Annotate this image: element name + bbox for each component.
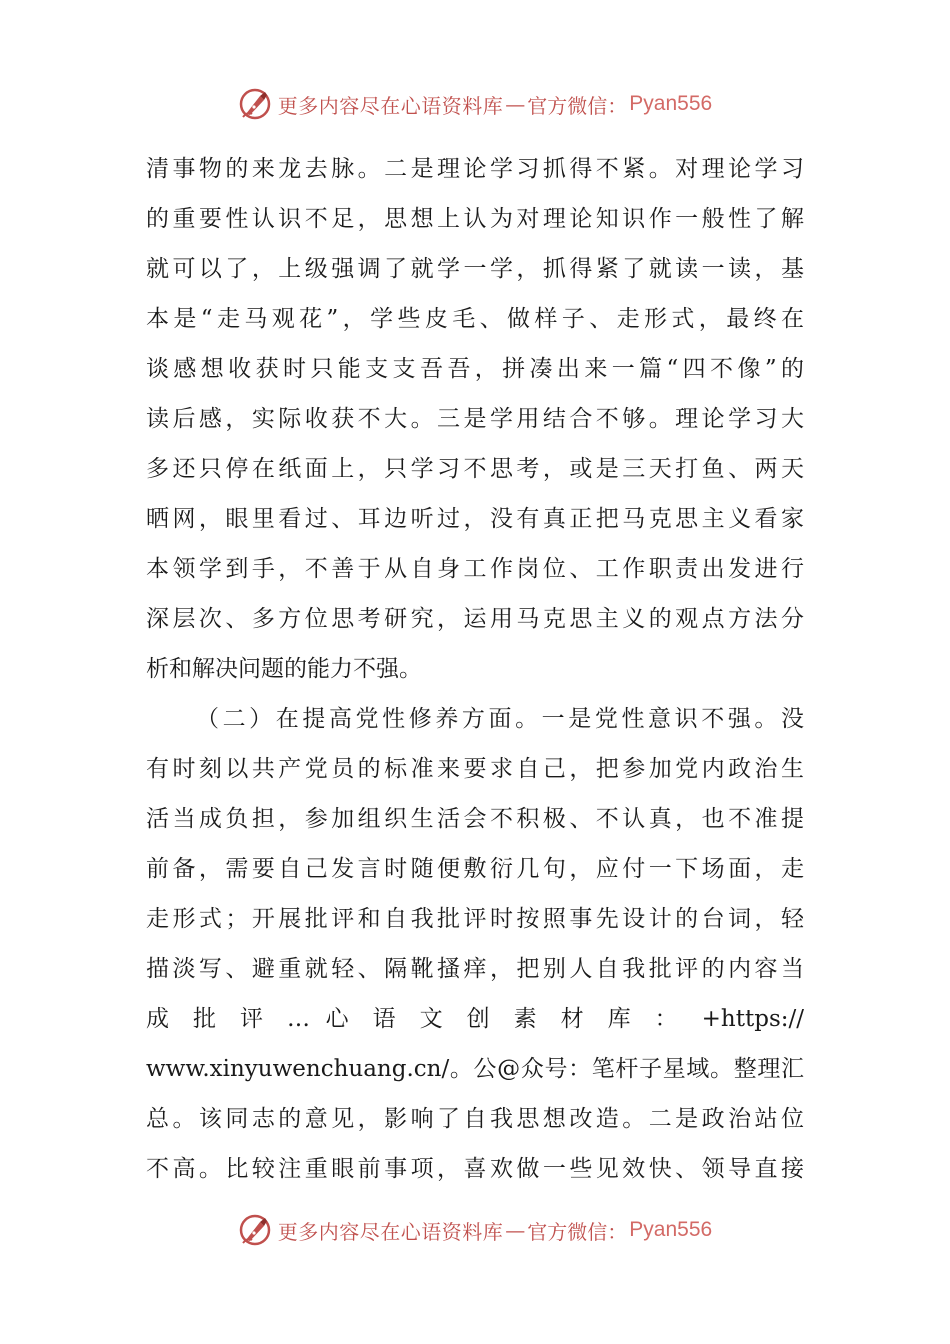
banner-separator: — xyxy=(505,92,526,116)
text-line: 有时刻以共产党员的标准来要求自己，把参加党内政治生 xyxy=(146,756,804,782)
banner-official-label: 官方微信： xyxy=(527,1219,628,1244)
banner-wechat-id: Pyan556 xyxy=(629,92,713,115)
banner-title: 更多内容尽在心语资料库 xyxy=(277,93,504,118)
footer-banner xyxy=(0,1208,950,1252)
document-body xyxy=(146,144,804,1194)
text-line: 不高。比较注重眼前事项，喜欢做一些见效快、领导直接 xyxy=(146,1156,804,1182)
text-line: 清事物的来龙去脉。二是理论学习抓得不紧。对理论学习 xyxy=(146,156,804,182)
text-line: 成 批 评 … 心 语 文 创 素 材 库 ： +https:// xyxy=(146,1006,804,1032)
section-heading-line: （二）在提高党性修养方面。一是党性意识不强。没 xyxy=(196,706,804,732)
text-line: 前备，需要自己发言时随便敷衍几句，应付一下场面，走 xyxy=(146,856,804,882)
text-line: 深层次、多方位思考研究，运用马克思主义的观点方法分 xyxy=(146,606,804,632)
text-line: 本是“走马观花”，学些皮毛、做样子、走形式，最终在 xyxy=(146,306,804,332)
banner-title: 更多内容尽在心语资料库 xyxy=(277,1219,504,1244)
text-line: 描淡写、避重就轻、隔靴搔痒，把别人自我批评的内容当 xyxy=(146,956,804,982)
text-line: 总。该同志的意见，影响了自我思想改造。二是政治站位 xyxy=(146,1106,804,1132)
text-line: 的重要性认识不足，思想上认为对理论知识作一般性了解 xyxy=(146,206,804,232)
text-line: 就可以了，上级强调了就学一学，抓得紧了就读一读，基 xyxy=(146,256,804,282)
pen-nib-logo-icon xyxy=(238,87,272,121)
text-line: 走形式；开展批评和自我批评时按照事先设计的台词，轻 xyxy=(146,906,804,932)
text-line: 多还只停在纸面上，只学习不思考，或是三天打鱼、两天 xyxy=(146,456,804,482)
text-line: 活当成负担，参加组织生活会不积极、不认真，也不准提 xyxy=(146,806,804,832)
pen-nib-logo-icon xyxy=(238,1213,272,1247)
text-line: 谈感想收获时只能支支吾吾，拼凑出来一篇“四不像”的 xyxy=(146,356,804,382)
url-text-line: www.xinyuwenchuang.cn/。公@众号：笔杆子星域。整理汇 xyxy=(146,1056,804,1082)
paragraph-end-line: 析和解决问题的能力不强。 xyxy=(146,656,422,682)
text-line: 晒网，眼里看过、耳边听过，没有真正把马克思主义看家 xyxy=(146,506,804,532)
text-line: 本领学到手，不善于从自身工作岗位、工作职责出发进行 xyxy=(146,556,804,582)
banner-wechat-id: Pyan556 xyxy=(629,1218,713,1241)
header-banner xyxy=(0,82,950,126)
banner-official-label: 官方微信： xyxy=(527,93,628,118)
text-line: 读后感，实际收获不大。三是学用结合不够。理论学习大 xyxy=(146,406,804,432)
banner-separator: — xyxy=(505,1218,526,1242)
